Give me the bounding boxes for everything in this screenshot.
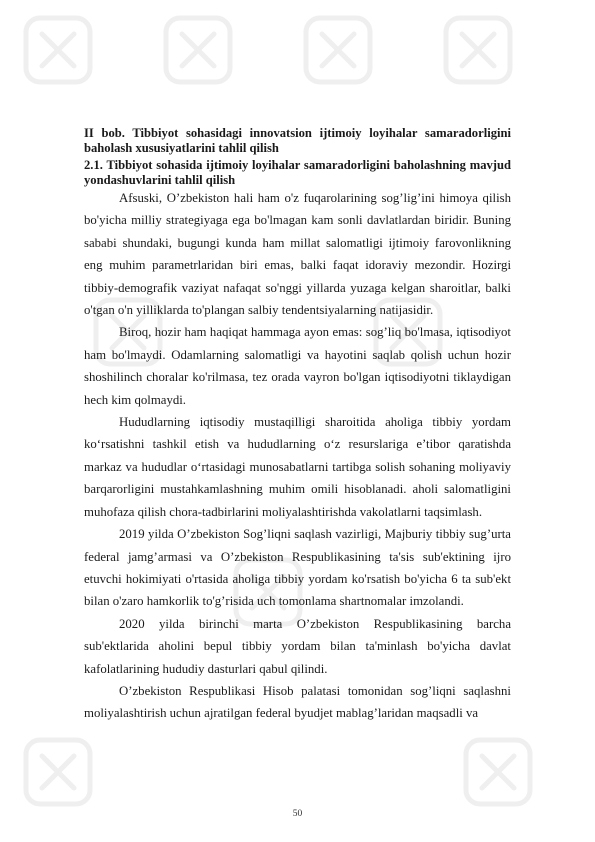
document-body — [84, 126, 511, 725]
body-paragraph: O’zbekiston Respublikasi Hisob palatasi tomonidan sog’liqni saqlashni moliyalashtirish uchun ajratilgan federal byudjet mablag’laridan maqsadli va — [84, 683, 511, 721]
section-heading: 2.1. Tibbiyot sohasida ijtimoiy loyihalar samaradorligini baholashning mavjud yondashuvlarini tahlil qilish — [84, 158, 511, 187]
chapter-heading: II bob. Tibbiyot sohasidagi innovatsion ijtimoiy loyihalar samaradorligini baholash xususiyatlarini tahlil qilish — [84, 126, 511, 155]
body-paragraph: Biroq, hozir ham haqiqat hammaga ayon emas: sog’liq bo'lmasa, iqtisodiyot ham bo'lmaydi. Odamlarning salomatligi va hayotini saqlab qolish uchun hozir shoshilinch choralar ko'rilmasa, tez orada vayron bo'lgan iqtisodiyotni tiklaydigan hech kim qolmaydi. — [84, 325, 511, 407]
body-paragraph: Hududlarning iqtisodiy mustaqilligi sharoitida aholiga tibbiy yordam ko‘rsatishni tashkil etish va hududlarning o‘z resurslariga e’tibor qaratishda markaz va hududlar o‘rtasidagi munosabatlarni tartibga solish sohaning moliyaviy barqarorligini mustahkamlashning muhim omili hisoblanadi. aholi salomatligini muhofaza qilish chora-tadbirlarini moliyalashtirishda vakolatlarni taqsimlash. — [84, 415, 511, 519]
body-paragraph: 2019 yilda O’zbekiston Sog’liqni saqlash vazirligi, Majburiy tibbiy sug’urta federal jamg’armasi va O’zbekiston Respublikasining ta'sis sub'ektining ijro etuvchi hokimiyati o'rtasida aholiga tibbiy yordam ko'rsatish bo'yicha 6 ta sub'ekt bilan o'zaro hamkorlik to'g’risida uch tomonlama shartnomalar imzolandi. — [84, 527, 511, 609]
body-paragraph: 2020 yilda birinchi marta O’zbekiston Respublikasining barcha sub'ektlarida aholini bepul tibbiy yordam bilan ta'minlash bo'yicha davlat kafolatlarining hududiy dasturlari qabul qilindi. — [84, 616, 511, 676]
body-paragraph: Afsuski, O’zbekiston hali ham o'z fuqarolarining sog’lig’ini himoya qilish bo'yicha milliy strategiyaga ega bo'lmagan kam sonli davlatlardan biridir. Buning sababi shundaki, bugungi kunda ham millat salomatligi ijtimoiy farovonlikning eng muhim parametrlaridan biri emas, balki faqat idoraviy mezondir. Hozirgi tibbiy-demografik vaziyat nafaqat so'nggi yillarda yuzaga kelgan sharoitlar, balki o'tgan o'n yilliklarda to'plangan salbiy tendentsiyalarning natijasidir. — [84, 191, 511, 318]
page-number: 50 — [292, 809, 303, 819]
